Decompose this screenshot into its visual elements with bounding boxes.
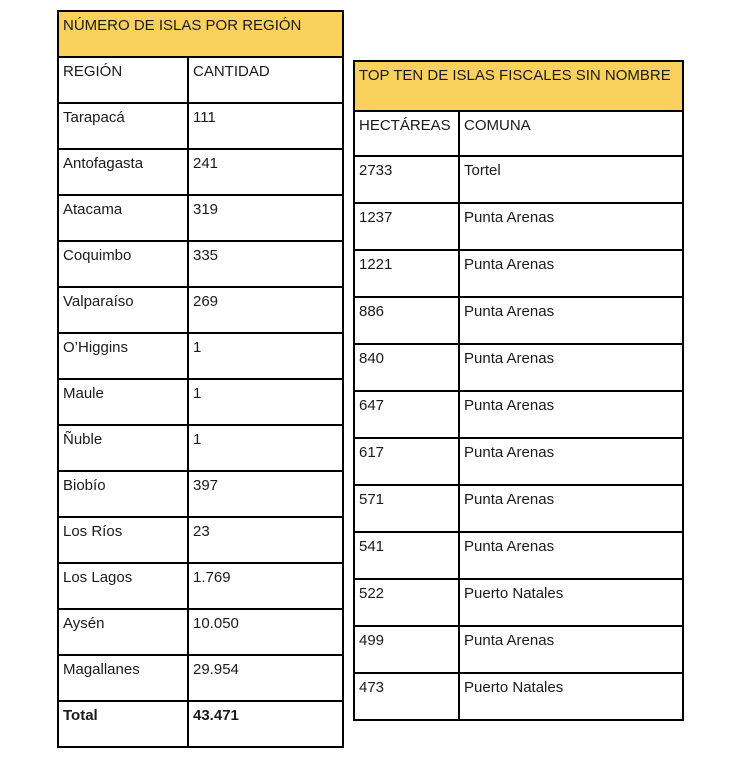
region-count-cell: 319 [188, 195, 343, 241]
hectares-cell: 2733 [354, 156, 459, 203]
island-row [354, 626, 683, 673]
right-table-column-hectareas: HECTÁREAS [354, 111, 459, 156]
comuna-cell: Punta Arenas [459, 203, 683, 250]
comuna-cell: Puerto Natales [459, 579, 683, 626]
left-table-title: NÚMERO DE ISLAS POR REGIÓN [58, 11, 343, 57]
comuna-cell: Puerto Natales [459, 673, 683, 720]
region-row [58, 195, 343, 241]
region-row [58, 103, 343, 149]
region-name-cell: O’Higgins [58, 333, 188, 379]
region-row [58, 379, 343, 425]
region-row [58, 609, 343, 655]
island-row [354, 297, 683, 344]
region-count-cell: 111 [188, 103, 343, 149]
island-row [354, 156, 683, 203]
region-count-cell: 1 [188, 425, 343, 471]
hectares-cell: 499 [354, 626, 459, 673]
region-count-cell: 1 [188, 333, 343, 379]
right-table-title-row [354, 61, 683, 111]
comuna-cell: Tortel [459, 156, 683, 203]
region-count-cell: 1 [188, 379, 343, 425]
comuna-cell: Punta Arenas [459, 438, 683, 485]
hectares-cell: 522 [354, 579, 459, 626]
left-table-body [58, 103, 343, 747]
total-label-cell: Total [58, 701, 188, 747]
left-table-column-region: REGIÓN [58, 57, 188, 103]
hectares-cell: 571 [354, 485, 459, 532]
hectares-cell: 840 [354, 344, 459, 391]
hectares-cell: 541 [354, 532, 459, 579]
comuna-cell: Punta Arenas [459, 297, 683, 344]
region-count-cell: 397 [188, 471, 343, 517]
region-name-cell: Maule [58, 379, 188, 425]
region-name-cell: Coquimbo [58, 241, 188, 287]
region-row [58, 241, 343, 287]
island-row [354, 579, 683, 626]
comuna-cell: Punta Arenas [459, 532, 683, 579]
region-count-cell: 1.769 [188, 563, 343, 609]
left-table-header-row [58, 57, 343, 103]
hectares-cell: 1237 [354, 203, 459, 250]
region-name-cell: Ñuble [58, 425, 188, 471]
right-table-column-comuna: COMUNA [459, 111, 683, 156]
region-row [58, 655, 343, 701]
region-row [58, 287, 343, 333]
hectares-cell: 647 [354, 391, 459, 438]
hectares-cell: 1221 [354, 250, 459, 297]
hectares-cell: 473 [354, 673, 459, 720]
island-row [354, 203, 683, 250]
right-table-body [354, 156, 683, 720]
island-row [354, 673, 683, 720]
region-name-cell: Biobío [58, 471, 188, 517]
region-name-cell: Los Lagos [58, 563, 188, 609]
region-count-cell: 29.954 [188, 655, 343, 701]
comuna-cell: Punta Arenas [459, 250, 683, 297]
total-row [58, 701, 343, 747]
region-count-cell: 335 [188, 241, 343, 287]
region-count-cell: 10.050 [188, 609, 343, 655]
island-row [354, 532, 683, 579]
region-row [58, 425, 343, 471]
region-row [58, 149, 343, 195]
island-row [354, 344, 683, 391]
island-row [354, 485, 683, 532]
region-row [58, 333, 343, 379]
region-name-cell: Magallanes [58, 655, 188, 701]
hectares-cell: 886 [354, 297, 459, 344]
region-name-cell: Atacama [58, 195, 188, 241]
region-count-cell: 269 [188, 287, 343, 333]
top-ten-islands-table [353, 60, 684, 721]
region-row [58, 517, 343, 563]
comuna-cell: Punta Arenas [459, 626, 683, 673]
region-count-cell: 23 [188, 517, 343, 563]
comuna-cell: Punta Arenas [459, 391, 683, 438]
total-value-cell: 43.471 [188, 701, 343, 747]
right-table-header-row [354, 111, 683, 156]
hectares-cell: 617 [354, 438, 459, 485]
comuna-cell: Punta Arenas [459, 485, 683, 532]
island-row [354, 391, 683, 438]
island-row [354, 250, 683, 297]
region-name-cell: Valparaíso [58, 287, 188, 333]
comuna-cell: Punta Arenas [459, 344, 683, 391]
region-count-cell: 241 [188, 149, 343, 195]
left-table-column-cantidad: CANTIDAD [188, 57, 343, 103]
island-row [354, 438, 683, 485]
region-name-cell: Antofagasta [58, 149, 188, 195]
region-row [58, 471, 343, 517]
right-table-title: TOP TEN DE ISLAS FISCALES SIN NOMBRE [354, 61, 683, 111]
islands-by-region-table [57, 10, 344, 748]
left-table-title-row [58, 11, 343, 57]
region-name-cell: Aysén [58, 609, 188, 655]
region-row [58, 563, 343, 609]
region-name-cell: Los Ríos [58, 517, 188, 563]
region-name-cell: Tarapacá [58, 103, 188, 149]
